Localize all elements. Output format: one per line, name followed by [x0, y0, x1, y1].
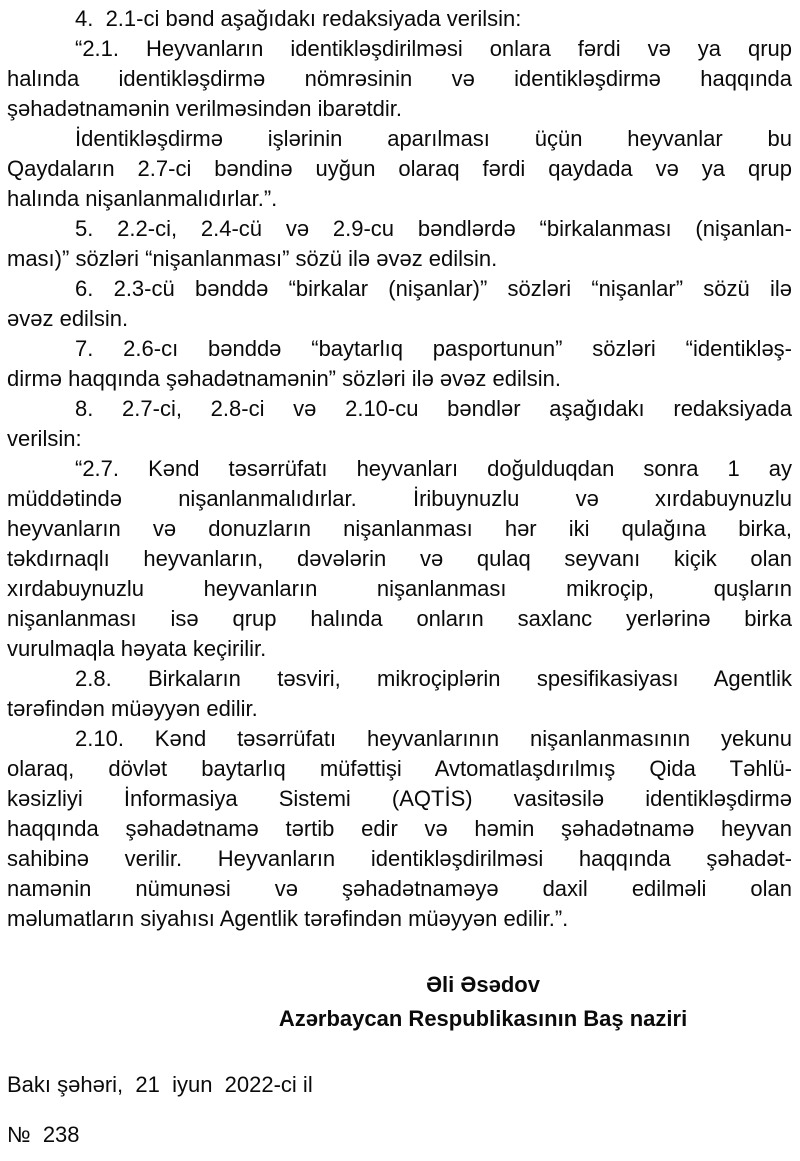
text-line: namənin nümunəsi və şəhadətnaməyə daxil edilməli olan: [7, 876, 792, 901]
text-line: Qaydaların 2.7-ci bəndinə uyğun olaraq fərdi qaydada və ya qrup: [7, 156, 792, 181]
text-line: 6. 2.3-cü bənddə “birkalar (nişanlar)” sözləri “nişanlar” sözü ilə: [75, 276, 792, 301]
paragraph: [7, 124, 792, 214]
paragraph: [7, 394, 792, 454]
text-line: vurulmaqla həyata keçirilir.: [7, 636, 267, 661]
paragraph: [7, 4, 792, 34]
text-line: təkdırnaqlı heyvanların, dəvələrin və qulaq seyvanı kiçik olan: [7, 546, 792, 571]
text-line: “2.7. Kənd təsərrüfatı heyvanları doğulduqdan sonra 1 ay: [75, 456, 792, 481]
text-line: məlumatların siyahısı Agentlik tərəfindən müəyyən edilir.”.: [7, 906, 569, 931]
text-line: 2.8. Birkaların təsviri, mikroçiplərin spesifikasiyası Agentlik: [75, 666, 792, 691]
text-line: 2.10. Kənd təsərrüfatı heyvanlarının nişanlanmasının yekunu: [75, 726, 792, 751]
footer-document-number: № 238: [7, 1122, 80, 1147]
text-line: dirmə haqqında şəhadətnamənin” sözləri ilə əvəz edilsin.: [7, 366, 561, 391]
text-line: 7. 2.6-cı bənddə “baytarlıq pasportunun” sözləri “identikləş-: [75, 336, 792, 361]
text-line: ması)” sözləri “nişanlanması” sözü ilə əvəz edilsin.: [7, 246, 498, 271]
text-line: 4. 2.1-ci bənd aşağıdakı redaksiyada verilsin:: [75, 6, 522, 31]
text-line: İdentikləşdirmə işlərinin aparılması üçün heyvanlar bu: [75, 126, 792, 151]
text-line: 5. 2.2-ci, 2.4-cü və 2.9-cu bəndlərdə “birkalanması (nişanlan-: [75, 216, 792, 241]
paragraph: [7, 214, 792, 274]
paragraph: [7, 454, 792, 664]
text-line: 8. 2.7-ci, 2.8-ci və 2.10-cu bəndlər aşağıdakı redaksiyada: [75, 396, 792, 421]
text-line: heyvanların və donuzların nişanlanması hər iki qulağına birka,: [7, 516, 792, 541]
text-line: kəsizliyi İnformasiya Sistemi (AQTİS) vasitəsilə identikləşdirmə: [7, 786, 792, 811]
text-line: olaraq, dövlət baytarlıq müfəttişi Avtomatlaşdırılmış Qida Təhlü-: [7, 756, 792, 781]
text-line: sahibinə verilir. Heyvanların identikləşdirilməsi haqqında şəhadət-: [7, 846, 792, 871]
footer-place-date: Bakı şəhəri, 21 iyun 2022-ci il: [7, 1072, 313, 1097]
text-line: şəhadətnamənin verilməsindən ibarətdir.: [7, 96, 403, 121]
paragraph: [7, 334, 792, 394]
signature-title: Azərbaycan Respublikasının Baş naziri: [278, 1006, 688, 1031]
text-line: tərəfindən müəyyən edilir.: [7, 696, 258, 721]
paragraph: [7, 34, 792, 124]
signature-block: [180, 968, 786, 1036]
text-line: xırdabuynuzlu heyvanların nişanlanması mikroçip, quşların: [7, 576, 792, 601]
signature-name: Əli Əsədov: [426, 972, 540, 997]
text-line: halında identikləşdirmə nömrəsinin və identikləşdirmə haqqında: [7, 66, 792, 91]
text-line: verilsin:: [7, 426, 82, 451]
text-line: halında nişanlanmalıdırlar.”.: [7, 186, 278, 211]
text-line: “2.1. Heyvanların identikləşdirilməsi onlara fərdi və ya qrup: [75, 36, 792, 61]
text-line: müddətində nişanlanmalıdırlar. İribuynuzlu və xırdabuynuzlu: [7, 486, 792, 511]
paragraph: [7, 274, 792, 334]
text-line: nişanlanması isə qrup halında onların saxlanc yerlərinə birka: [7, 606, 792, 631]
document-body: [7, 4, 792, 934]
paragraph: [7, 724, 792, 934]
paragraph: [7, 664, 792, 724]
text-line: əvəz edilsin.: [7, 306, 129, 331]
text-line: haqqında şəhadətnamə tərtib edir və həmin şəhadətnamə heyvan: [7, 816, 792, 841]
